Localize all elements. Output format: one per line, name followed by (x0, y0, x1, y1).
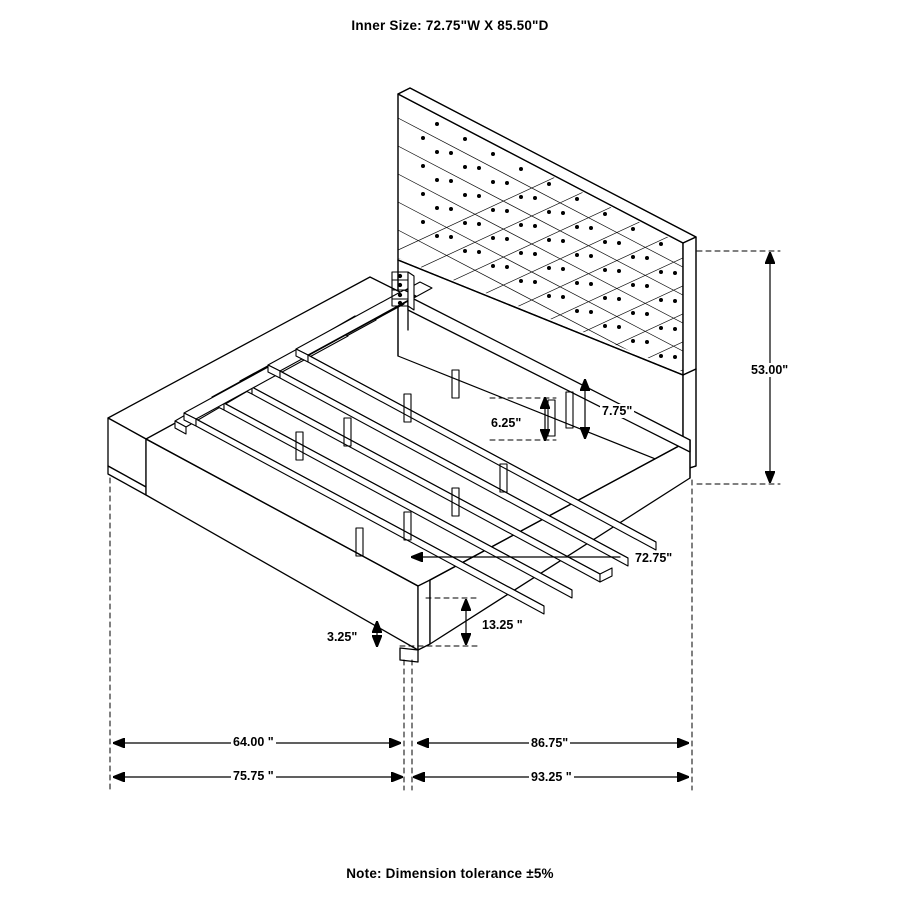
dimension-label-height-overall: 53.00" (751, 363, 789, 377)
dimension-label-footboard-depth: 86.75" (531, 736, 569, 750)
dimension-label-slat-height: 6.25" (491, 416, 522, 430)
dimension-label-deck-height: 13.25 " (482, 618, 523, 632)
dimension-label-headboard-clear: 7.75" (602, 404, 633, 418)
headboard-outline (398, 88, 696, 470)
dimension-label-inner-depth: 64.00 " (233, 735, 274, 749)
dimension-label-outer-depth-right: 93.25 " (531, 770, 572, 784)
dimension-label-outer-depth-left: 75.75 " (233, 769, 274, 783)
dimension-label-inner-width: 72.75" (635, 551, 673, 565)
tolerance-note: Note: Dimension tolerance ±5% (346, 866, 554, 881)
page-title: Inner Size: 72.75"W X 85.50"D (351, 18, 549, 33)
dimension-label-rail-height: 3.25" (327, 630, 358, 644)
